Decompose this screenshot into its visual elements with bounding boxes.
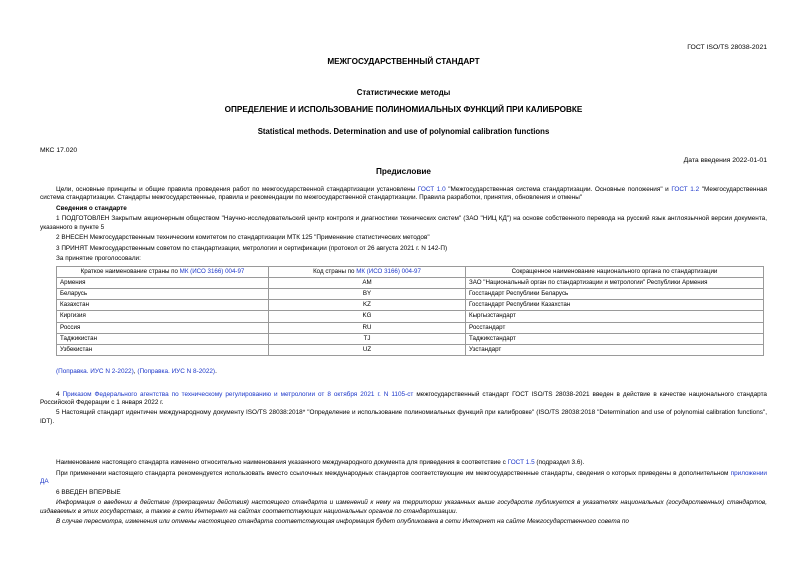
table-row	[57, 300, 764, 311]
code-cell: UZ	[269, 344, 466, 355]
note-1-text: Наименование настоящего стандарта изменено относительно наименования указанного международного документа для приведения в соответствие с	[56, 459, 508, 467]
table-header-row	[57, 266, 764, 277]
item-6: 6 ВВЕДЕН ВПЕРВЫЕ	[56, 488, 121, 496]
standard-subtitle: Статистические методы	[356, 88, 451, 97]
note-2	[40, 470, 767, 487]
amendment-link-1[interactable]: (Поправка. ИУС N 2-2022)	[56, 368, 134, 376]
amend-sep: ,	[133, 368, 138, 376]
standard-title-ru: ОПРЕДЕЛЕНИЕ И ИСПОЛЬЗОВАНИЕ ПОЛИНОМИАЛЬНЫХ ФУНКЦИЙ ПРИ КАЛИБРОВКЕ	[224, 105, 583, 114]
countries-table	[56, 266, 764, 357]
note-2-text: При применении настоящего стандарта рекомендуется использовать вместо ссылочных международных стандартов соответствующие им межгосударственные стандарты, сведения о которых приведены в дополнительном	[56, 469, 731, 477]
col-body-header: Сокращенное наименование национального органа по стандартизации	[466, 266, 764, 277]
body-cell: Госстандарт Республики Казахстан	[466, 300, 764, 311]
country-cell: Казахстан	[57, 300, 269, 311]
gost-1-2-link[interactable]: ГОСТ 1.2	[671, 186, 700, 193]
body-cell: Росстандарт	[466, 322, 764, 333]
country-cell: Россия	[57, 322, 269, 333]
gost-1-0-link[interactable]: ГОСТ 1.0	[417, 186, 446, 193]
table-row	[57, 344, 764, 355]
body-cell: ЗАО "Национальный орган по стандартизации и метрологии" Республики Армения	[466, 277, 764, 288]
mks-code: МКС 17.020	[40, 147, 78, 154]
info-heading: Сведения о стандарте	[56, 204, 127, 212]
code-cell: BY	[269, 289, 466, 300]
table-row	[57, 311, 764, 322]
code-cell: AM	[269, 277, 466, 288]
mk-iso-link[interactable]: МК (ИСО 3166) 004-97	[179, 267, 245, 275]
note-1-end: (подраздел 3.6).	[534, 459, 585, 467]
standard-code: ГОСТ ISO/TS 28038-2021	[687, 44, 767, 51]
intro-text-1: Цели, основные принципы и общие правила проведения работ по межгосударственной стандартизации установлены	[56, 186, 418, 193]
table-row	[57, 322, 764, 333]
code-cell: KG	[269, 311, 466, 322]
body-cell: Таджикстандарт	[466, 333, 764, 344]
gost-1-5-link[interactable]: ГОСТ 1.5	[507, 459, 535, 467]
code-cell: TJ	[269, 333, 466, 344]
body-cell: Кыргызстандарт	[466, 311, 764, 322]
item-3: 3 ПРИНЯТ Межгосударственным советом по стандартизации, метрологии и сертификации (протокол от 26 августа 2021 г. N 142-П)	[56, 244, 448, 252]
intro-paragraph	[40, 186, 767, 203]
table-row	[57, 333, 764, 344]
standard-title-en: Statistical methods. Determination and use of polynomial calibration functions	[257, 127, 550, 136]
item-5: 5 Настоящий стандарт идентичен международному документу ISO/TS 28038:2018* "Определение и использование полиномиальных функций при калибровке" (ISO/TS 28038:2018 "Determination and use of polynomial calibration functions", IDT).	[40, 409, 767, 425]
document-body	[40, 186, 767, 529]
amendments-line	[40, 368, 767, 376]
item-1: 1 ПОДГОТОВЛЕН Закрытым акционерным обществом "Научно-исследовательский центр контроля и диагностики технических систем" (ЗАО "НИЦ КД") на основе собственного перевода на русский язык англоязычной версии документа, указанного в пункте 5	[40, 215, 767, 231]
country-cell: Армения	[57, 277, 269, 288]
mk-iso-link[interactable]: МК (ИСО 3166) 004-97	[356, 267, 421, 275]
col-code-text: Код страны по	[313, 267, 357, 275]
item-4-num: 4	[56, 390, 63, 398]
preface-heading: Предисловие	[376, 167, 431, 176]
item-2: 2 ВНЕСЕН Межгосударственным техническим комитетом по стандартизации МТК 125 "Применение статистических методов"	[56, 234, 430, 242]
standard-type-heading: МЕЖГОСУДАРСТВЕННЫЙ СТАНДАРТ	[327, 57, 480, 66]
col-country-text: Краткое наименование страны по	[80, 267, 180, 275]
col-country-header	[57, 266, 269, 277]
effective-date: Дата введения 2022-01-01	[683, 157, 767, 164]
order-link[interactable]: Приказом Федерального агентства по техническому регулированию и метрологии от 8 октября 2021 г. N 1105-ст	[62, 390, 414, 398]
intro-text-2: "Межгосударственная система стандартизации. Основные положения" и	[445, 186, 672, 193]
intro-text-3: "Межгосударственная система стандартизации. Стандарты межгосударственные, правила и рекомендации по межгосударственной стандартизации. Правила разработки, принятия, обновления и отмены"	[40, 186, 768, 202]
country-cell: Узбекистан	[57, 344, 269, 355]
table-row	[57, 289, 764, 300]
code-cell: KZ	[269, 300, 466, 311]
note-1	[40, 459, 767, 467]
appendix-da-link[interactable]: приложении ДА	[40, 469, 767, 486]
amend-end: .	[215, 368, 217, 376]
country-cell: Киргизия	[57, 311, 269, 322]
table-row	[57, 277, 764, 288]
voted-label: За принятие проголосовали:	[56, 255, 141, 263]
body-cell: Узстандарт	[466, 344, 764, 355]
code-cell: RU	[269, 322, 466, 333]
info-paragraph-1: Информация о введении в действие (прекращении действия) настоящего стандарта и изменений к нему на территории указанных выше государств публикуется в указателях национальных (государственных) стандартов, издаваемых в этих государствах, а также в сети Интернет на сайтах соответствующих национальных органов по стандартизации.	[40, 499, 767, 515]
amendment-link-2[interactable]: (Поправка. ИУС N 8-2022)	[137, 368, 216, 376]
info-paragraph-2: В случае пересмотра, изменения или отмены настоящего стандарта соответствующая информация будет опубликована в сети Интернет на сайте Межгосударственного совета по	[56, 518, 629, 526]
item-4-text: межгосударственный стандарт ГОСТ ISO/TS 28038-2021 введен в действие в качестве национального стандарта Российской Федерации с 1 января 2022 г.	[40, 390, 767, 407]
body-cell: Госстандарт Республики Беларусь	[466, 289, 764, 300]
country-cell: Беларусь	[57, 289, 269, 300]
country-cell: Таджикистан	[57, 333, 269, 344]
col-code-header	[269, 266, 466, 277]
item-4	[40, 391, 767, 408]
